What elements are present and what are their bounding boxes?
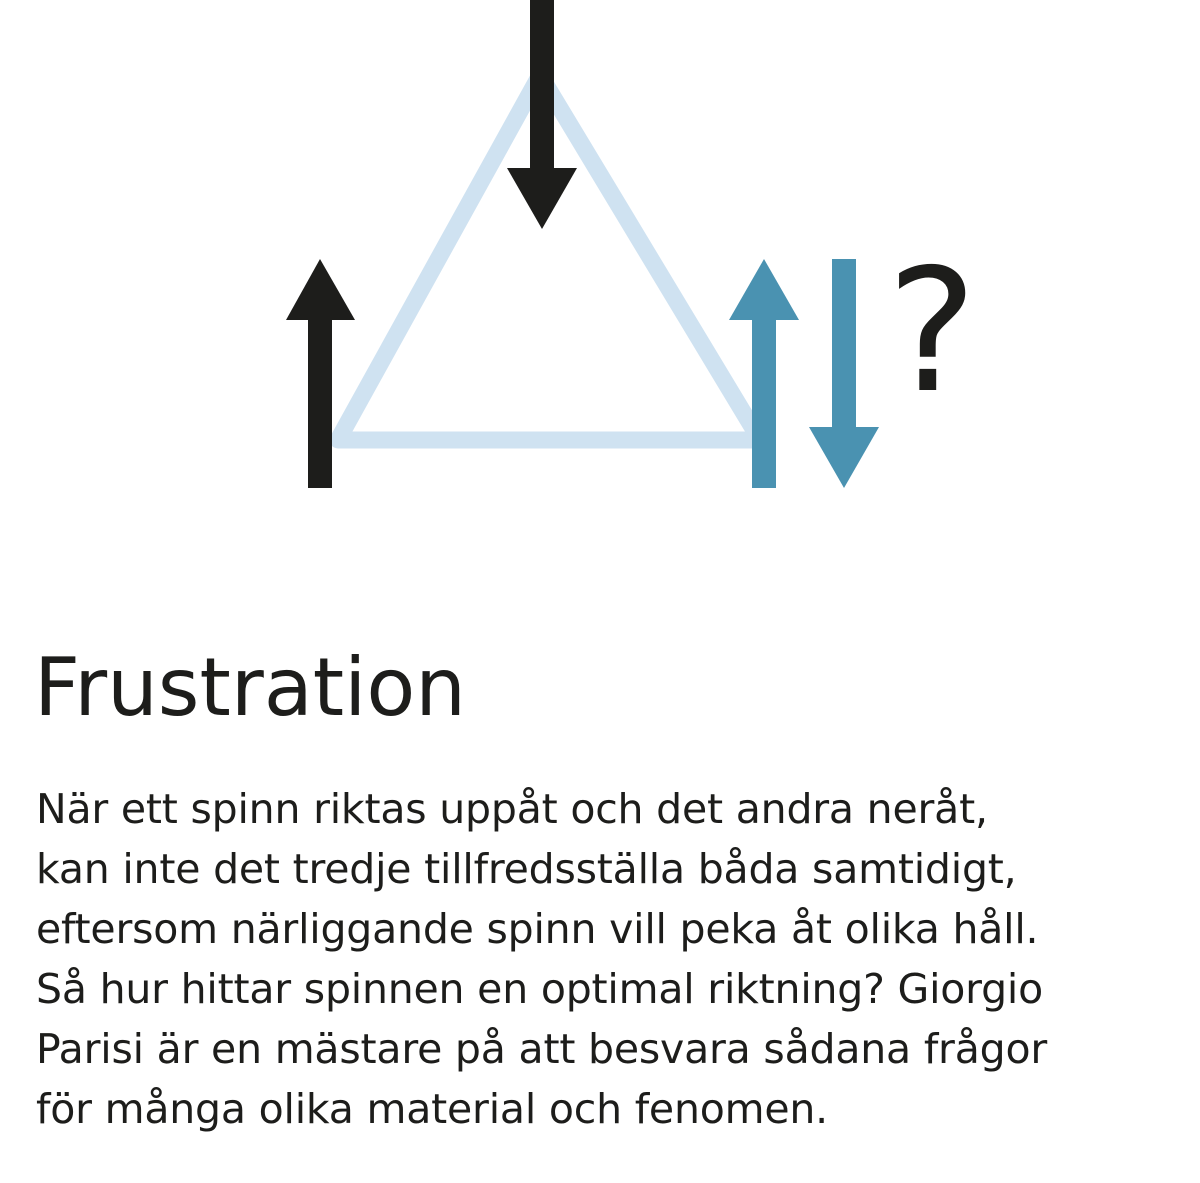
heading-title: Frustration xyxy=(34,641,466,734)
right-spin-down-arrow-icon xyxy=(809,259,879,488)
body-line: När ett spinn riktas uppåt och det andra neråt, xyxy=(36,785,988,833)
question-mark: ? xyxy=(886,233,978,431)
body-line: för många olika material och fenomen. xyxy=(36,1085,828,1133)
body-line: Så hur hittar spinnen en optimal riktning? Giorgio xyxy=(36,965,1044,1013)
right-spin-up-arrow-icon xyxy=(729,259,799,488)
body-line: eftersom närliggande spinn vill peka åt olika håll. xyxy=(36,905,1039,953)
left-spin-up-arrow-icon xyxy=(286,259,355,488)
body-line: Parisi är en mästare på att besvara sådana frågor xyxy=(36,1025,1047,1073)
body-line: kan inte det tredje tillfredsställa båda samtidigt, xyxy=(36,845,1017,893)
body-paragraph xyxy=(36,779,1176,1139)
